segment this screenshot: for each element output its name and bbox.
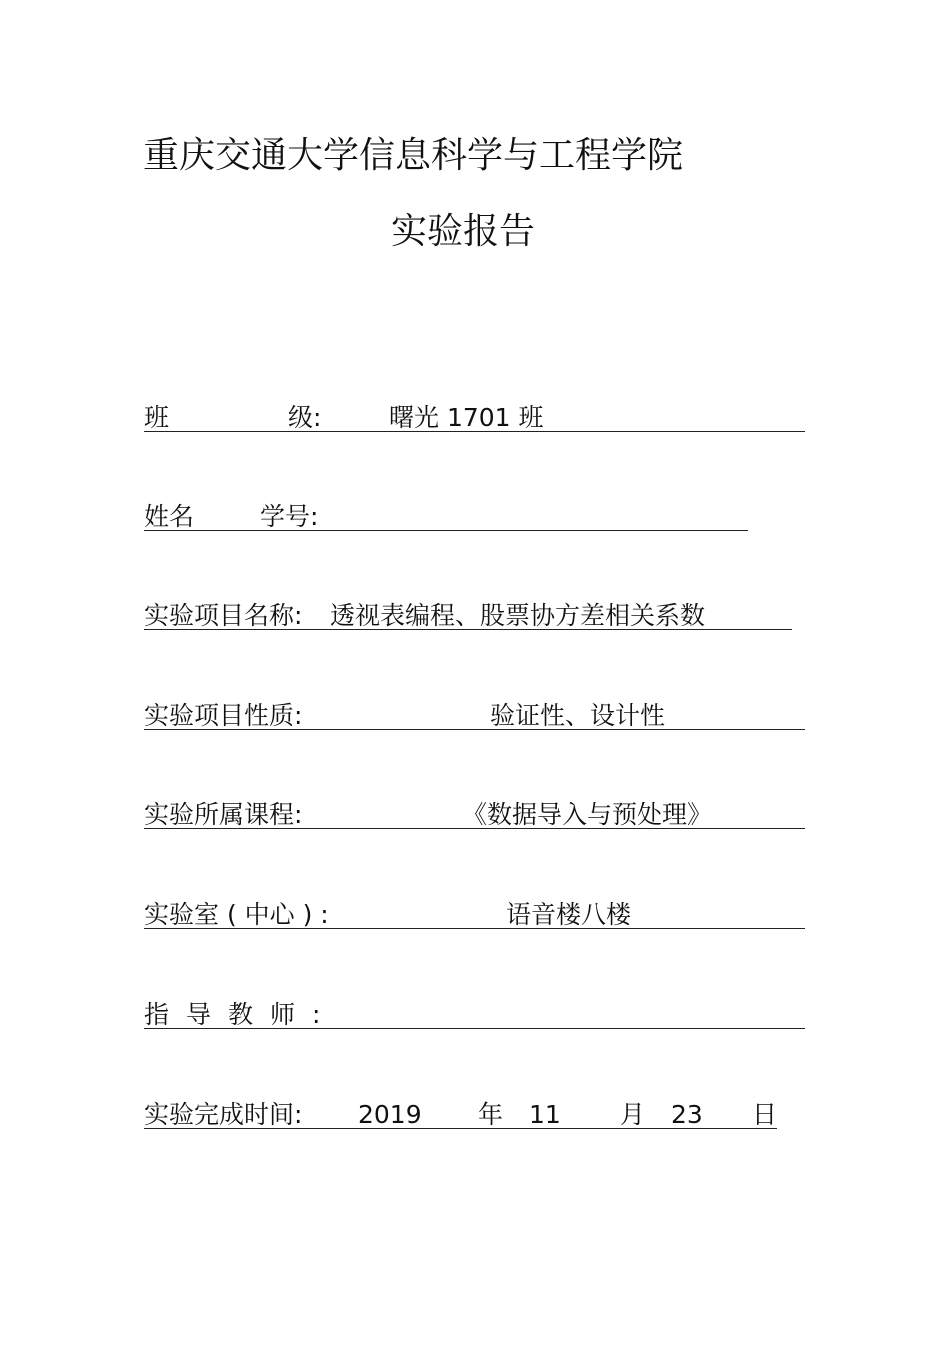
lab-value: 语音楼八楼 — [506, 900, 632, 929]
class-value: 曙光 1701 班 — [389, 403, 544, 432]
student-id-label: 学号: — [260, 502, 319, 531]
school-title: 重庆交通大学信息科学与工程学院 — [143, 135, 684, 176]
class-label-char2: 级: — [288, 403, 322, 432]
project-nature-value: 验证性、设计性 — [490, 701, 666, 730]
completion-label: 实验完成时间: — [144, 1100, 303, 1129]
project-name-label: 实验项目名称: — [144, 601, 303, 630]
project-name-value: 透视表编程、股票协方差相关系数 — [330, 601, 706, 630]
class-underline — [144, 431, 805, 432]
course-label: 实验所属课程: — [144, 800, 303, 829]
project-name-underline — [144, 629, 792, 630]
course-value: 《数据导入与预处理》 — [462, 800, 713, 829]
project-nature-underline — [144, 729, 805, 730]
completion-day-unit: 日 — [752, 1100, 778, 1129]
name-label: 姓名 — [144, 502, 195, 531]
teacher-label: 指导教师: — [144, 1000, 338, 1029]
teacher-underline — [144, 1028, 805, 1029]
class-label-char1: 班 — [144, 403, 170, 432]
lab-underline — [144, 928, 805, 929]
completion-day: 23 — [671, 1100, 703, 1129]
completion-month-unit: 月 — [620, 1100, 646, 1129]
lab-label: 实验室 ( 中心 ) : — [144, 900, 329, 929]
completion-month: 11 — [529, 1100, 561, 1129]
completion-underline — [144, 1128, 777, 1129]
name-id-underline — [144, 530, 748, 531]
project-nature-label: 实验项目性质: — [144, 701, 303, 730]
completion-year: 2019 — [358, 1100, 422, 1129]
completion-year-unit: 年 — [478, 1100, 504, 1129]
course-underline — [144, 828, 805, 829]
report-title: 实验报告 — [391, 211, 536, 252]
